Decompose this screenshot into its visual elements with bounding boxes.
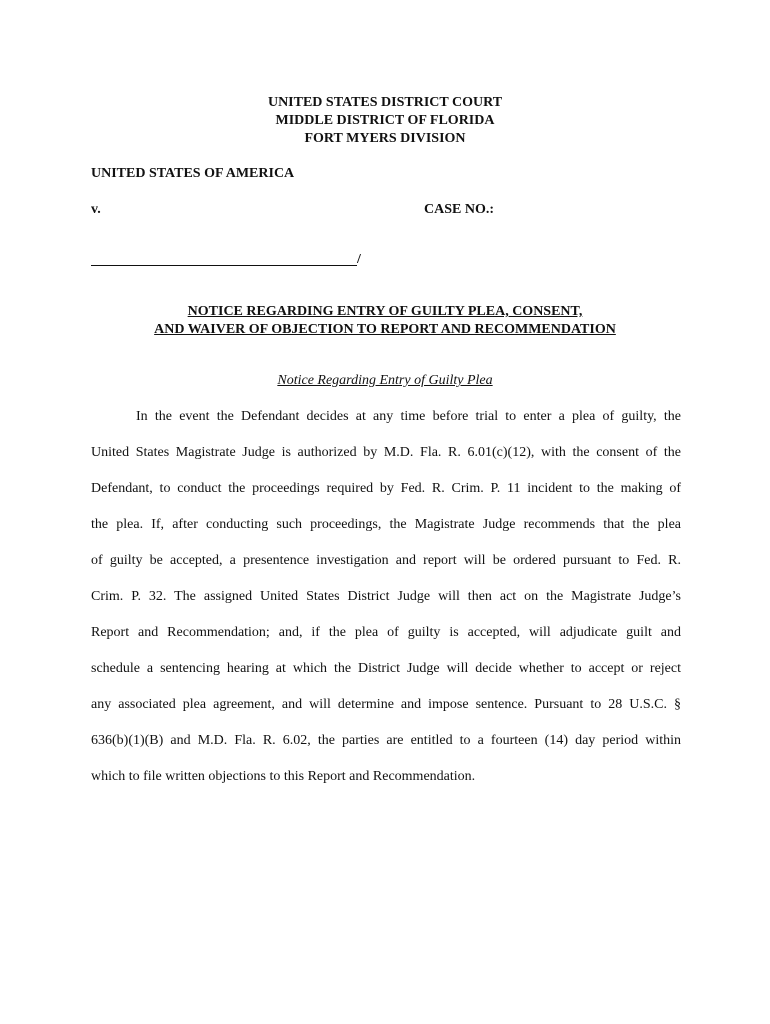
notice-title-line-1: NOTICE REGARDING ENTRY OF GUILTY PLEA, CONSENT, [187,304,583,319]
defendant-signature-line [91,251,361,269]
body-line: the plea. If, after conducting such proceedings, the Magistrate Judge recommends that the plea [91,517,681,532]
section-heading: Notice Regarding Entry of Guilty Plea [277,373,493,388]
notice-title [0,303,770,339]
court-header [0,94,770,148]
defendant-blank-line [91,251,357,266]
body-line: In the event the Defendant decides at any time before trial to enter a plea of guilty, the [136,409,681,424]
body-line: Defendant, to conduct the proceedings required by Fed. R. Crim. P. 11 incident to the making of [91,481,681,496]
body-line: United States Magistrate Judge is authorized by M.D. Fla. R. 6.01(c)(12), with the consent of the [91,445,681,460]
case-number-label: CASE NO.: [424,202,495,217]
body-line: Report and Recommendation; and, if the plea of guilty is accepted, will adjudicate guilt and [91,625,681,640]
plaintiff-name: UNITED STATES OF AMERICA [91,166,295,181]
body-line: Crim. P. 32. The assigned United States District Judge will then act on the Magistrate Judge’s [91,589,681,604]
body-line: 636(b)(1)(B) and M.D. Fla. R. 6.02, the parties are entitled to a fourteen (14) day period within [91,733,681,748]
court-name: UNITED STATES DISTRICT COURT [267,95,503,110]
versus-label: v. [91,202,101,217]
court-district: MIDDLE DISTRICT OF FLORIDA [275,113,495,128]
body-line: any associated plea agreement, and will determine and impose sentence. Pursuant to 28 U.S.C. § [91,697,681,712]
body-paragraph [91,408,681,804]
court-division: FORT MYERS DIVISION [304,131,466,146]
body-line: of guilty be accepted, a presentence investigation and report will be ordered pursuant to Fed. R. [91,553,681,568]
body-line: which to file written objections to this Report and Recommendation. [91,769,476,784]
notice-title-line-2: AND WAIVER OF OBJECTION TO REPORT AND RECOMMENDATION [154,322,616,337]
body-line: schedule a sentencing hearing at which the District Judge will decide whether to accept or reject [91,661,681,676]
signature-slash: / [357,252,361,267]
